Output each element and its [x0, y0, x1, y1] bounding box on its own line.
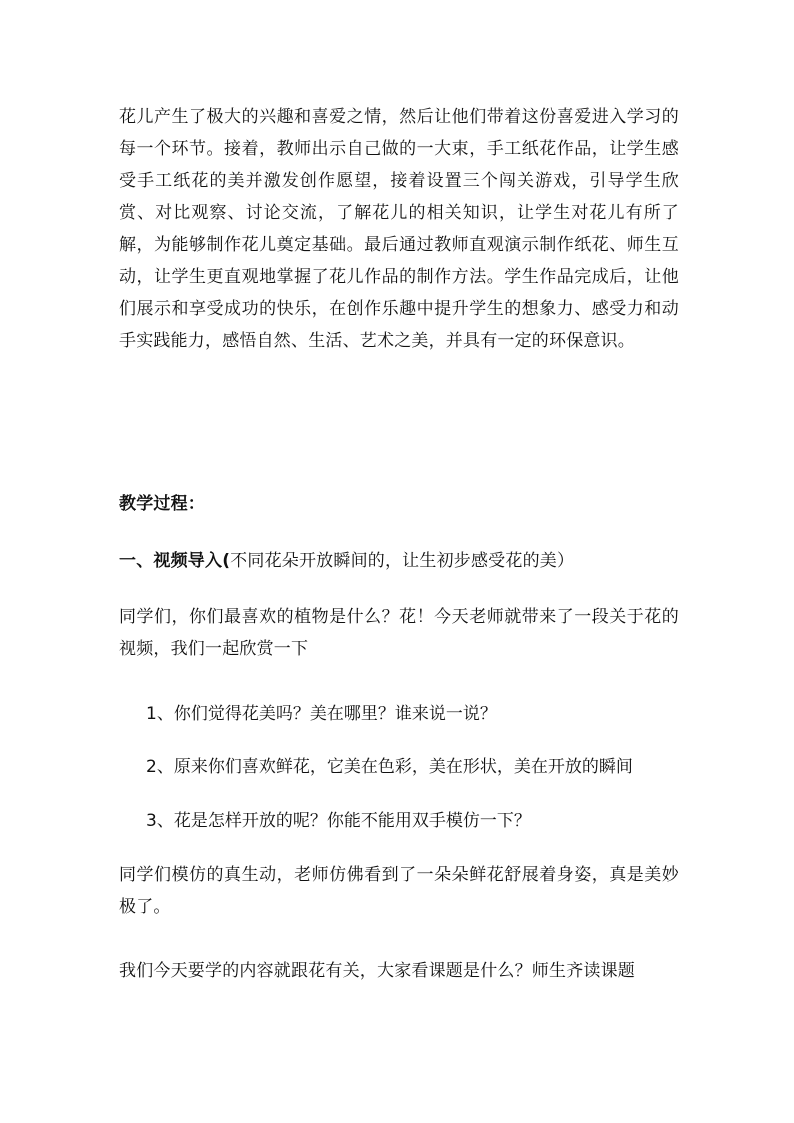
- section-one-note: 不同花朵开放瞬间的，让生初步感受花的美）: [230, 551, 575, 571]
- intro-paragraph: 花儿产生了极大的兴趣和喜爱之情，然后让他们带着这份喜爱进入学习的每一个环节。接着，教师出示自己做的一大束，手工纸花作品，让学生感受手工纸花的美并激发创作愿望，接着设置三个闯关游戏，引导学生欣赏、对比观察、讨论交流，了解花儿的相关知识，让学生对花儿有所了解，为能够制作花儿奠定基础。最后通过教师直观演示制作纸花、师生互动，让学生更直观地掌握了花儿作品的制作方法。学生作品完成后，让他们展示和享受成功的快乐，在创作乐趣中提升学生的想象力、感受力和动手实践能力，感悟自然、生活、艺术之美，并具有一定的环保意识。: [119, 107, 679, 351]
- list-item: 2、原来你们喜欢鲜花，它美在色彩，美在形状，美在开放的瞬间: [146, 757, 633, 777]
- list-item: 3、花是怎样开放的呢？你能不能用双手模仿一下？: [146, 811, 531, 831]
- section-one-heading: [119, 545, 679, 577]
- list-item: 1、你们觉得花美吗？美在哪里？谁来说一说？: [146, 704, 497, 724]
- section-one-title: 一、视频导入(: [119, 551, 231, 571]
- imitate-paragraph: 同学们模仿的真生动，老师仿佛看到了一朵朵鲜花舒展着身姿，真是美妙极了。: [119, 865, 679, 917]
- topic-paragraph: 我们今天要学的内容就跟花有关，大家看课题是什么？师生齐读课题: [119, 961, 635, 981]
- teaching-process-heading: 教学过程：: [119, 494, 205, 514]
- question-paragraph: 同学们，你们最喜欢的植物是什么？花！今天老师就带来了一段关于花的视频，我们一起欣赏一下: [119, 607, 679, 659]
